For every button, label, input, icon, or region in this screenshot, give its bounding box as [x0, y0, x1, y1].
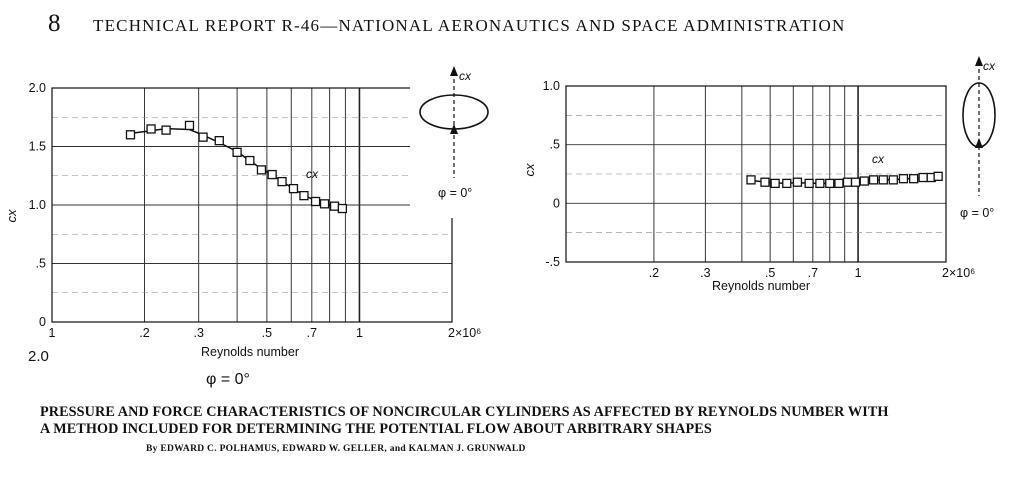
left-inset-ellipse-diagram [410, 66, 500, 218]
right-inset-force-label: cx [983, 59, 995, 73]
left-inset-angle-label: φ = 0° [438, 186, 473, 200]
data-point-square [771, 179, 779, 187]
y-tick-label: 1.0 [28, 198, 46, 212]
right-x-tick-labels [649, 266, 976, 280]
x-tick-label: .7 [306, 326, 318, 340]
data-point-square [257, 166, 265, 174]
y-tick-label: 2.0 [28, 81, 46, 95]
data-point-square [185, 121, 193, 129]
x-tick-label: 1 [48, 326, 56, 340]
right-inset-angle-label: φ = 0° [960, 206, 995, 220]
x-tick-label: .2 [139, 326, 150, 340]
data-point-square [835, 179, 843, 187]
paper-authors: By EDWARD C. POLHAMUS, EDWARD W. GELLER, and KALMAN J. GRUNWALD [146, 444, 526, 454]
data-point-square [321, 200, 329, 208]
page-number: 8 [48, 10, 61, 37]
data-point-square [879, 176, 887, 184]
right-x-axis-label: Reynolds number [712, 279, 810, 293]
data-point-square [300, 192, 308, 200]
x-tick-label: 1 [355, 326, 363, 340]
data-point-square [215, 137, 223, 145]
right-inset-ellipse-diagram [950, 56, 1000, 228]
x-tick-label: .3 [193, 326, 204, 340]
left-chart [4, 66, 500, 359]
data-point-square [870, 176, 878, 184]
data-point-square [246, 157, 254, 165]
data-point-square [268, 171, 276, 179]
right-curve-label: cx [872, 152, 884, 166]
data-point-square [147, 125, 155, 133]
y-tick-label: .5 [35, 256, 46, 271]
data-point-square [910, 175, 918, 183]
stray-tick-label: 2.0 [28, 348, 49, 365]
x-tick-label: 2×10⁶ [448, 326, 482, 340]
running-head: TECHNICAL REPORT R-46—NATIONAL AERONAUTICS AND SPACE ADMINISTRATION [93, 16, 846, 35]
stray-inset-caption: φ = 0° [206, 371, 250, 388]
left-x-tick-labels [49, 326, 482, 340]
data-point-square [338, 205, 346, 213]
data-point-square [826, 179, 834, 187]
x-tick-label: 1 [854, 266, 862, 280]
y-tick-label: 0 [39, 315, 46, 329]
right-y-tick-labels [543, 79, 560, 269]
data-point-square [805, 179, 813, 187]
data-point-square [919, 174, 927, 182]
y-tick-label: 1.0 [542, 79, 560, 93]
data-point-square [816, 179, 824, 187]
left-x-axis-label: Reynolds number [201, 345, 299, 359]
left-y-tick-labels [29, 81, 46, 329]
right-chart [522, 56, 1000, 293]
data-point-square [162, 126, 170, 134]
y-tick-label: -.5 [545, 255, 560, 269]
x-tick-label: .5 [764, 266, 776, 280]
x-tick-label: .3 [700, 266, 711, 280]
x-tick-label: .5 [261, 326, 273, 340]
data-point-square [783, 179, 791, 187]
left-inset-force-label: cx [459, 69, 471, 83]
data-point-square [289, 185, 297, 193]
left-chart-grid [52, 88, 452, 322]
right-chart-grid [566, 86, 946, 262]
x-tick-label: .7 [807, 266, 819, 280]
data-point-square [793, 178, 801, 186]
right-y-axis-label: cx [522, 163, 537, 177]
data-point-square [331, 202, 339, 210]
y-tick-label: .5 [549, 137, 560, 152]
y-tick-label: 1.5 [28, 139, 46, 154]
x-tick-label: 2×10⁶ [942, 266, 976, 280]
data-point-square [889, 176, 897, 184]
left-curve-label: cx [306, 167, 318, 181]
left-y-axis-label: cx [4, 209, 19, 223]
data-point-square [199, 133, 207, 141]
data-point-square [126, 131, 134, 139]
data-point-square [860, 177, 868, 185]
data-point-square [312, 197, 320, 205]
paper-title [40, 404, 1000, 438]
paper-title-line-1: PRESSURE AND FORCE CHARACTERISTICS OF NONCIRCULAR CYLINDERS AS AFFECTED BY REYNOLDS NUMBER WITH [40, 404, 889, 420]
data-point-square [761, 178, 769, 186]
y-tick-label: 0 [553, 196, 560, 211]
paper-title-line-2: A METHOD INCLUDED FOR DETERMINING THE POTENTIAL FLOW ABOUT ARBITRARY SHAPES [40, 421, 712, 437]
data-point-square [899, 175, 907, 183]
data-point-square [278, 178, 286, 186]
data-point-square [843, 178, 851, 186]
x-tick-label: .2 [648, 266, 660, 280]
data-point-square [852, 178, 860, 186]
data-point-square [233, 148, 241, 156]
data-point-square [934, 172, 942, 180]
data-point-square [747, 176, 755, 184]
